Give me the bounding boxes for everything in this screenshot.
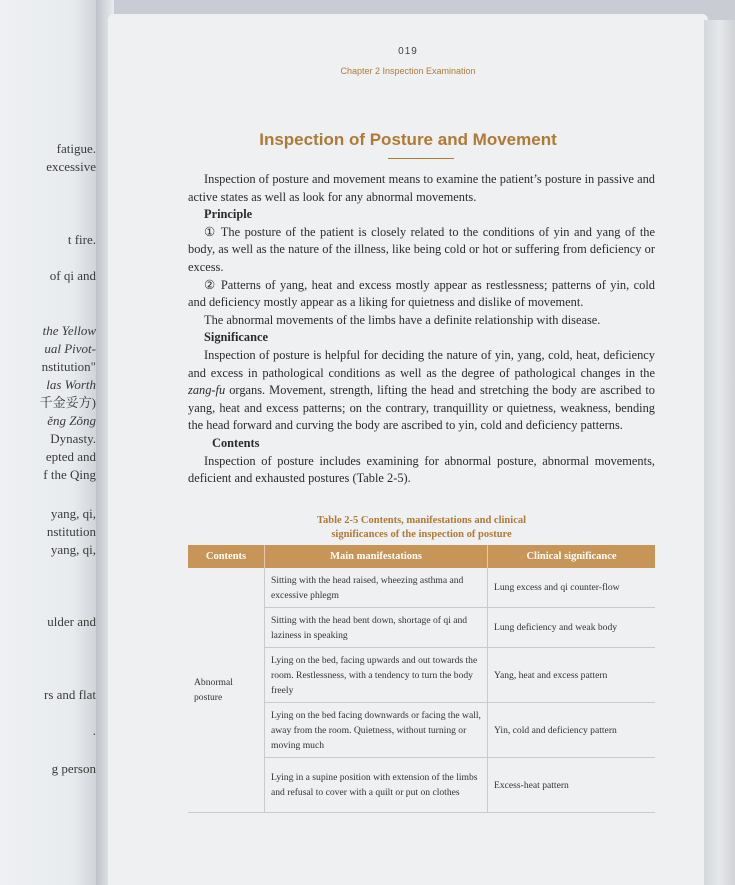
posture-table: [188, 545, 655, 813]
significance-text-a: Inspection of posture is helpful for deciding the nature of yin, yang, cold, heat, deficiency and excess in pathological conditions as well as the degree of pathological changes in the: [188, 347, 655, 380]
left-page-line: excessive: [46, 159, 96, 174]
manifestation-cell: Sitting with the head bent down, shortage of qi and laziness in speaking: [265, 608, 488, 648]
principle-point-1: ① The posture of the patient is closely related to the conditions of yin and yang of the body, as well as the nature of the illness, like being cold or hot or suffering from deficiency or excess.: [188, 224, 655, 274]
category-cell: Abnormal posture: [188, 568, 265, 813]
left-page-line: las Worth: [46, 377, 96, 392]
intro-paragraph: Inspection of posture and movement means to examine the patient’s posture in passive and active states as well as look for any abnormal movements.: [188, 172, 655, 204]
header-main-manifestations: Main manifestations: [265, 545, 488, 568]
header-clinical-significance: Clinical significance: [488, 545, 656, 568]
left-page-line: rs and flat: [44, 687, 96, 702]
left-page-line: fatigue.: [56, 141, 96, 156]
left-page-line: ulder and: [47, 614, 96, 629]
right-page: [108, 14, 708, 885]
contents-heading: Contents: [212, 435, 260, 450]
left-page-line: nstitution": [41, 359, 96, 374]
left-page-line: f the Qing: [43, 467, 96, 482]
left-page-line: of qi and: [49, 268, 96, 283]
left-page-line: 千金妥方): [39, 395, 96, 410]
manifestation-cell: Lying on the bed facing downwards or facing the wall, away from the room. Quietness, without turning or moving much: [265, 703, 488, 758]
left-page-line: yang, qi,: [50, 506, 96, 521]
title-underline: [388, 158, 454, 159]
running-head: Chapter 2 Inspection Examination: [340, 66, 476, 76]
significance-cell: Yang, heat and excess pattern: [488, 648, 656, 703]
table-header-row: [188, 545, 655, 568]
significance-cell: Excess-heat pattern: [488, 758, 656, 813]
page-stack-edge: [704, 20, 735, 885]
significance-cell: Lung excess and qi counter-flow: [488, 568, 656, 608]
left-page-line: nstitution: [46, 524, 96, 539]
left-page-line: Dynasty.: [50, 431, 96, 446]
body-text: [188, 171, 655, 488]
table-caption-line-1: Table 2-5 Contents, manifestations and clinical: [316, 515, 527, 526]
significance-cell: Yin, cold and deficiency pattern: [488, 703, 656, 758]
left-page-line: yang, qi,: [50, 542, 96, 557]
table-caption: [188, 514, 655, 542]
manifestation-cell: Lying in a supine position with extension of the limbs and refusal to cover with a quilt or put on clothes: [265, 758, 488, 813]
significance-italic-term: zang-fu: [188, 383, 226, 398]
left-page-line: g person: [51, 761, 96, 776]
significance-paragraph: [188, 347, 655, 435]
left-page-line: the Yellow: [42, 323, 96, 338]
left-page-line: ual Pivot-: [44, 341, 96, 356]
table-row: [188, 568, 655, 608]
section-title: Inspection of Posture and Movement: [259, 130, 557, 149]
principle-heading: Principle: [204, 207, 253, 222]
manifestation-cell: Lying on the bed, facing upwards and out towards the room. Restlessness, with a tendency to turn the body freely: [265, 648, 488, 703]
left-facing-page: [0, 0, 104, 885]
manifestation-cell: Sitting with the head raised, wheezing asthma and excessive phlegm: [265, 568, 488, 608]
left-page-line: t fire.: [67, 232, 96, 247]
significance-cell: Lung deficiency and weak body: [488, 608, 656, 648]
table-caption-line-2: significances of the inspection of posture: [331, 529, 512, 540]
left-page-line: .: [92, 723, 96, 738]
principle-point-2: ② Patterns of yang, heat and excess mostly appear as restlessness; patterns of yin, cold and deficiency mostly appear as a liking for quietness and dislike of movement.: [188, 277, 655, 310]
left-page-line: epted and: [45, 449, 96, 464]
page-number: 019: [398, 46, 418, 57]
header-contents: Contents: [188, 545, 265, 568]
left-page-line: ěng Zǒng: [47, 413, 96, 428]
significance-text-b: organs. Movement, strength, lifting the head and stretching the body are ascribed to yang, heat and excess patterns; on the contrary, tranquillity or quietness, weakness, bending the head forward and curving the body are ascribed to yin, cold and deficiency patterns.: [188, 383, 655, 433]
significance-heading: Significance: [204, 330, 269, 345]
contents-paragraph: Inspection of posture includes examining for abnormal posture, abnormal movements, deficient and exhausted postures (Table 2-5).: [188, 453, 655, 486]
principle-point-3: The abnormal movements of the limbs have a definite relationship with disease.: [204, 312, 601, 327]
